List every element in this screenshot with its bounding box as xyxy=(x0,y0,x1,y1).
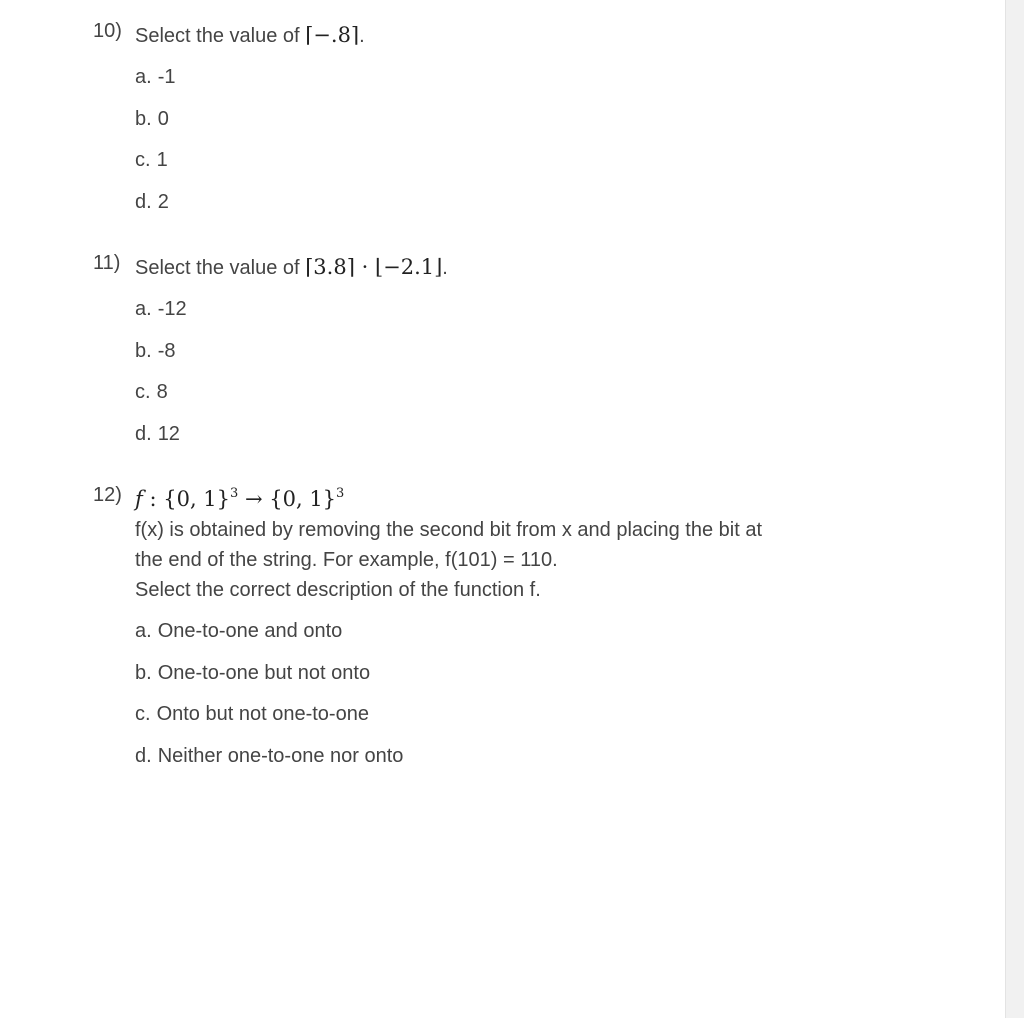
math-codomain: {0, 1} xyxy=(269,487,337,511)
option-text: Onto but not one-to-one xyxy=(156,703,369,726)
question-number: 12) xyxy=(93,484,122,506)
option-d[interactable] xyxy=(135,416,853,458)
instruction-text: Select the correct description of the function f. xyxy=(135,579,541,601)
option-letter: a. xyxy=(135,298,152,320)
option-text: 12 xyxy=(157,422,180,445)
option-text: -12 xyxy=(157,298,187,320)
description-line: f(x) is obtained by removing the second bit from x and placing the bit at xyxy=(135,519,763,541)
option-text: 1 xyxy=(156,149,168,172)
function-definition xyxy=(135,484,853,515)
answer-options xyxy=(135,59,853,225)
question-11 xyxy=(93,252,853,457)
option-letter: b. xyxy=(135,107,152,130)
option-d[interactable] xyxy=(135,738,853,780)
option-b[interactable] xyxy=(135,101,853,143)
option-text: One-to-one but not onto xyxy=(157,661,371,684)
math-domain-exponent: 3 xyxy=(230,486,239,501)
question-number: 11) xyxy=(93,252,121,274)
math-colon: : xyxy=(142,487,164,511)
option-letter: a. xyxy=(135,620,152,642)
option-c[interactable] xyxy=(135,696,853,738)
option-b[interactable] xyxy=(135,333,853,375)
math-expression: ⌈3.8⌉ · ⌊−2.1⌋ xyxy=(305,255,443,279)
math-expression xyxy=(135,487,344,511)
option-text: Neither one-to-one nor onto xyxy=(157,744,404,767)
question-number: 10) xyxy=(93,20,122,42)
option-text: -8 xyxy=(157,339,176,362)
math-f: f xyxy=(135,487,143,511)
prompt-text: Select the value of xyxy=(135,257,306,279)
option-text: 8 xyxy=(156,381,168,404)
prompt-end: . xyxy=(442,257,448,279)
prompt-text: Select the value of xyxy=(135,25,306,47)
option-letter: b. xyxy=(135,339,152,362)
option-a[interactable] xyxy=(135,613,853,655)
question-prompt xyxy=(135,20,853,51)
math-codomain-exponent: 3 xyxy=(336,486,345,501)
option-letter: b. xyxy=(135,661,152,684)
question-prompt xyxy=(135,252,853,283)
option-b[interactable] xyxy=(135,655,853,697)
math-domain: {0, 1} xyxy=(163,487,231,511)
question-12 xyxy=(93,484,853,779)
option-c[interactable] xyxy=(135,142,853,184)
option-text: -1 xyxy=(157,66,176,88)
option-a[interactable] xyxy=(135,291,853,333)
option-a[interactable] xyxy=(135,59,853,101)
option-text: 0 xyxy=(157,107,169,130)
option-text: 2 xyxy=(157,190,169,213)
option-letter: d. xyxy=(135,744,152,767)
option-d[interactable] xyxy=(135,184,853,226)
math-expression: ⌈−.8⌉ xyxy=(305,23,360,47)
question-10 xyxy=(93,20,853,225)
option-letter: c. xyxy=(135,703,151,726)
option-letter: c. xyxy=(135,149,151,172)
option-letter: c. xyxy=(135,381,151,404)
math-arrow: → xyxy=(238,487,270,511)
answer-options xyxy=(135,291,853,457)
option-letter: d. xyxy=(135,190,152,213)
description-line: the end of the string. For example, f(101) = 110. xyxy=(135,549,558,571)
answer-options xyxy=(135,613,853,779)
scrollbar[interactable] xyxy=(1005,0,1024,1018)
option-letter: a. xyxy=(135,66,152,88)
option-text: One-to-one and onto xyxy=(157,620,343,642)
option-letter: d. xyxy=(135,422,152,445)
option-c[interactable] xyxy=(135,374,853,416)
prompt-end: . xyxy=(359,25,365,47)
